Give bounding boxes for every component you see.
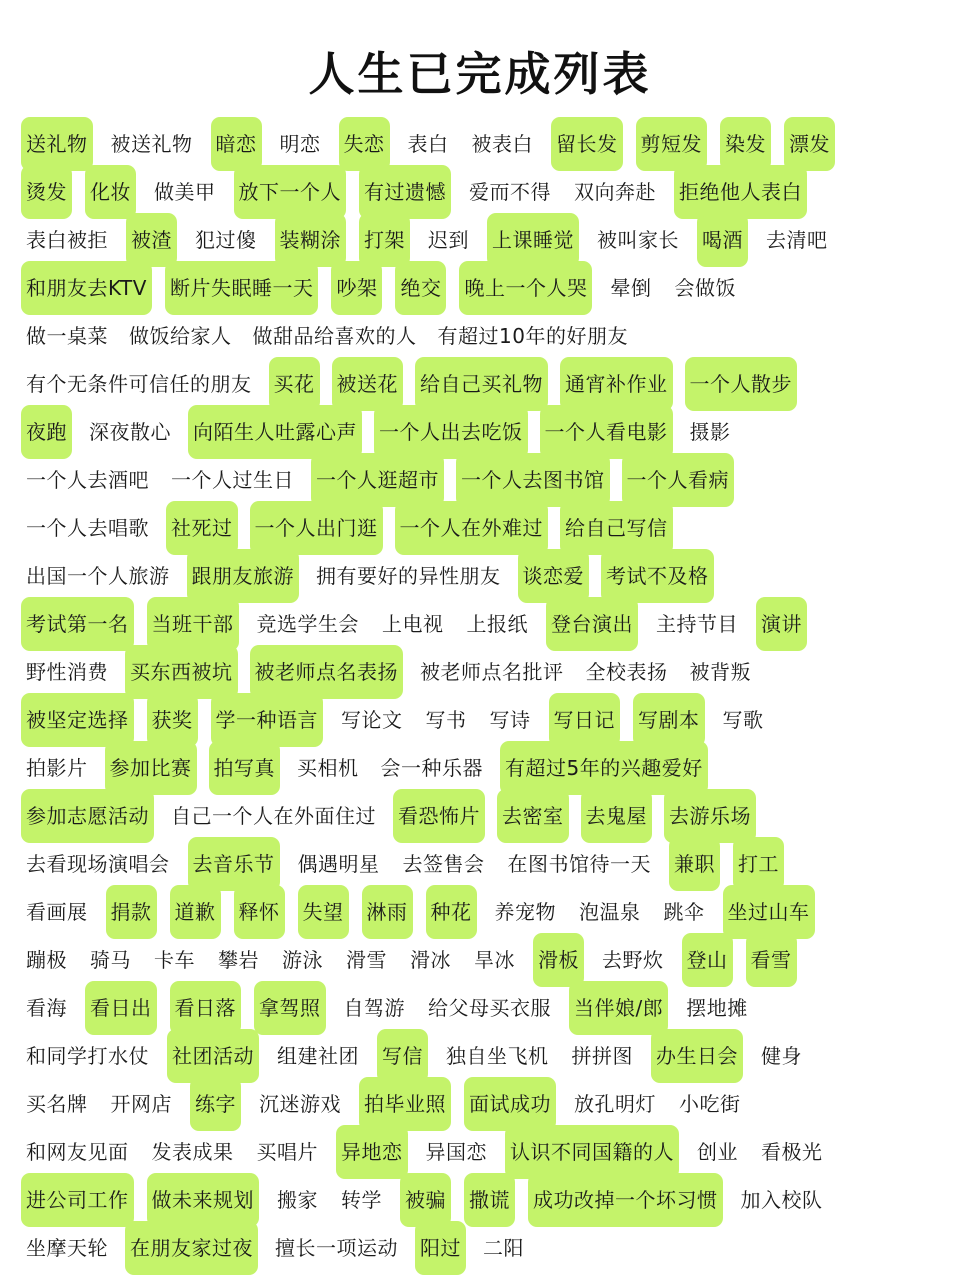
completed-item: 一个人看电影 (543, 408, 670, 456)
list-item: 双向奔赴 (574, 180, 656, 204)
checklist-row (0, 120, 960, 168)
list-item: 开网店 (110, 1092, 172, 1116)
list-item: 滑冰 (410, 948, 451, 972)
list-item: 被背叛 (689, 660, 751, 684)
completed-item: 认识不同国籍的人 (508, 1128, 676, 1176)
checklist-row (0, 408, 960, 456)
list-item: 沉迷游戏 (259, 1092, 341, 1116)
list-item: 表白 (407, 132, 449, 156)
completed-item: 撒谎 (467, 1176, 512, 1224)
list-item: 野性消费 (26, 660, 108, 684)
checklist-row (0, 744, 960, 792)
completed-item: 看雪 (749, 936, 794, 984)
completed-item: 一个人出去吃饭 (377, 408, 525, 456)
completed-item: 一个人出门逛 (253, 504, 380, 552)
completed-item: 被老师点名表扬 (253, 648, 401, 696)
completed-item: 失恋 (342, 120, 387, 168)
list-item: 一个人过生日 (171, 468, 294, 492)
checklist-row (0, 1176, 960, 1224)
list-item: 一个人去唱歌 (26, 516, 149, 540)
checklist-row (0, 696, 960, 744)
completed-item: 烫发 (24, 168, 69, 216)
completed-item: 装糊涂 (278, 216, 344, 264)
list-item: 写歌 (722, 708, 764, 732)
list-item: 做一桌菜 (26, 324, 108, 348)
checklist-row (0, 1128, 960, 1176)
list-item: 跳伞 (663, 900, 705, 924)
completed-item: 拒绝他人表白 (677, 168, 804, 216)
completed-item: 和朋友去KTV (24, 264, 149, 312)
checklist-row (0, 984, 960, 1032)
list-item: 自驾游 (343, 996, 405, 1020)
completed-item: 社团活动 (170, 1032, 256, 1080)
checklist-row (0, 168, 960, 216)
list-item: 拥有要好的异性朋友 (316, 564, 501, 588)
completed-item: 打架 (362, 216, 407, 264)
list-item: 看海 (26, 996, 67, 1020)
completed-item: 给自己写信 (563, 504, 670, 552)
list-item: 犯过傻 (195, 228, 257, 252)
completed-item: 漂发 (787, 120, 832, 168)
list-item: 明恋 (279, 132, 321, 156)
list-item: 泡温泉 (579, 900, 641, 924)
list-item: 会做饭 (674, 276, 736, 300)
completed-item: 去密室 (500, 792, 566, 840)
completed-item: 拍毕业照 (362, 1080, 448, 1128)
list-item: 独自坐飞机 (446, 1044, 549, 1068)
completed-item: 练字 (193, 1080, 238, 1128)
completed-item: 看恐怖片 (396, 792, 482, 840)
completed-item: 兼职 (672, 840, 717, 888)
completed-item: 捐款 (109, 888, 154, 936)
completed-item: 留长发 (554, 120, 620, 168)
completed-item: 上课睡觉 (490, 216, 576, 264)
list-item: 买相机 (297, 756, 359, 780)
list-item: 被表白 (471, 132, 533, 156)
completed-item: 考试不及格 (604, 552, 711, 600)
list-item: 养宠物 (494, 900, 556, 924)
list-item: 晕倒 (610, 276, 652, 300)
list-item: 去清吧 (766, 228, 828, 252)
list-item: 和网友见面 (26, 1140, 129, 1164)
list-item: 滑雪 (346, 948, 387, 972)
completed-item: 一个人散步 (688, 360, 795, 408)
list-item: 创业 (697, 1140, 738, 1164)
list-item: 异国恋 (425, 1140, 487, 1164)
list-item: 有超过10年的好朋友 (437, 324, 628, 348)
list-item: 迟到 (428, 228, 469, 252)
completed-item: 登台演出 (549, 600, 635, 648)
list-item: 有个无条件可信任的朋友 (26, 372, 252, 396)
list-item: 买名牌 (26, 1092, 88, 1116)
completed-item: 写信 (380, 1032, 425, 1080)
list-item: 做饭给家人 (129, 324, 232, 348)
completed-item: 跟朋友旅游 (190, 552, 297, 600)
completed-item: 看日出 (88, 984, 154, 1032)
completed-item: 买东西被坑 (128, 648, 235, 696)
completed-item: 当班干部 (150, 600, 236, 648)
list-item: 写书 (425, 708, 467, 732)
page-title: 人生已完成列表 (308, 47, 652, 101)
completed-item: 向陌生人吐露心声 (191, 408, 359, 456)
completed-item: 成功改掉一个坏习惯 (531, 1176, 720, 1224)
list-item: 被送礼物 (110, 132, 193, 156)
checklist-row (0, 552, 960, 600)
list-item: 上报纸 (466, 612, 528, 636)
completed-item: 一个人看病 (625, 456, 732, 504)
list-item: 自己一个人在外面住过 (171, 804, 376, 828)
list-item: 蹦极 (26, 948, 67, 972)
list-item: 去看现场演唱会 (26, 852, 170, 876)
checklist-row (0, 312, 960, 360)
list-item: 旱冰 (474, 948, 515, 972)
checklist (0, 120, 960, 1272)
list-item: 竞选学生会 (256, 612, 359, 636)
completed-item: 办生日会 (654, 1032, 740, 1080)
completed-item: 被骗 (403, 1176, 448, 1224)
completed-item: 道歉 (173, 888, 218, 936)
completed-item: 考试第一名 (24, 600, 131, 648)
list-item: 全校表扬 (585, 660, 668, 684)
completed-item: 参加志愿活动 (24, 792, 151, 840)
list-item: 摄影 (689, 420, 731, 444)
completed-item: 去游乐场 (667, 792, 753, 840)
list-item: 出国一个人旅游 (26, 564, 170, 588)
list-item: 写诗 (489, 708, 531, 732)
checklist-row (0, 840, 960, 888)
completed-item: 获奖 (150, 696, 195, 744)
completed-item: 被坚定选择 (24, 696, 131, 744)
list-item: 被老师点名批评 (420, 660, 564, 684)
list-item: 写论文 (341, 708, 403, 732)
completed-item: 面试成功 (467, 1080, 553, 1128)
completed-item: 异地恋 (339, 1128, 405, 1176)
list-item: 会一种乐器 (380, 756, 483, 780)
list-item: 发表成果 (151, 1140, 234, 1164)
completed-item: 吵架 (334, 264, 379, 312)
completed-item: 喝酒 (700, 216, 745, 264)
list-item: 去野炊 (602, 948, 664, 972)
list-item: 表白被拒 (26, 228, 108, 252)
list-item: 骑马 (90, 948, 131, 972)
list-item: 擅长一项运动 (275, 1236, 398, 1260)
completed-item: 暗恋 (214, 120, 259, 168)
completed-item: 去鬼屋 (584, 792, 650, 840)
list-item: 搬家 (277, 1188, 318, 1212)
checklist-row (0, 1080, 960, 1128)
checklist-row (0, 264, 960, 312)
list-item: 去签售会 (402, 852, 485, 876)
list-item: 组建社团 (277, 1044, 359, 1068)
list-item: 健身 (761, 1044, 802, 1068)
completed-item: 演讲 (759, 600, 804, 648)
completed-item: 被渣 (129, 216, 174, 264)
completed-item: 拍写真 (212, 744, 278, 792)
list-item: 买唱片 (256, 1140, 318, 1164)
list-item: 游泳 (282, 948, 323, 972)
completed-item: 拿驾照 (257, 984, 323, 1032)
checklist-row (0, 456, 960, 504)
completed-item: 滑板 (536, 936, 581, 984)
list-item: 小吃街 (679, 1092, 741, 1116)
completed-item: 一个人在外难过 (398, 504, 546, 552)
checklist-row (0, 1224, 960, 1272)
list-item: 看极光 (761, 1140, 823, 1164)
list-item: 坐摩天轮 (26, 1236, 108, 1260)
completed-item: 通宵补作业 (563, 360, 670, 408)
list-item: 被叫家长 (597, 228, 679, 252)
completed-item: 化妆 (88, 168, 133, 216)
list-item: 卡车 (154, 948, 195, 972)
list-item: 转学 (341, 1188, 382, 1212)
list-item: 放孔明灯 (574, 1092, 656, 1116)
completed-item: 学一种语言 (214, 696, 321, 744)
list-item: 和同学打水仗 (26, 1044, 149, 1068)
list-item: 一个人去酒吧 (26, 468, 149, 492)
checklist-row (0, 792, 960, 840)
list-item: 加入校队 (740, 1188, 823, 1212)
completed-item: 剪短发 (639, 120, 705, 168)
completed-item: 谈恋爱 (521, 552, 587, 600)
list-item: 给父母买衣服 (428, 996, 551, 1020)
completed-item: 放下一个人 (237, 168, 344, 216)
completed-item: 有超过5年的兴趣爱好 (503, 744, 705, 792)
checklist-row (0, 1032, 960, 1080)
completed-item: 断片失眠睡一天 (168, 264, 316, 312)
completed-item: 染发 (723, 120, 768, 168)
completed-item: 被送花 (335, 360, 401, 408)
checklist-row (0, 360, 960, 408)
list-item: 做美甲 (154, 180, 216, 204)
completed-item: 坐过山车 (726, 888, 812, 936)
completed-item: 买花 (272, 360, 317, 408)
checklist-row (0, 600, 960, 648)
list-item: 拼拼图 (571, 1044, 633, 1068)
completed-item: 一个人去图书馆 (459, 456, 607, 504)
checklist-row (0, 888, 960, 936)
completed-item: 看日落 (173, 984, 239, 1032)
completed-item: 释怀 (237, 888, 282, 936)
completed-item: 种花 (429, 888, 474, 936)
list-item: 深夜散心 (89, 420, 171, 444)
completed-item: 一个人逛超市 (314, 456, 441, 504)
completed-item: 阳过 (418, 1224, 463, 1272)
completed-item: 给自己买礼物 (418, 360, 545, 408)
completed-item: 社死过 (169, 504, 235, 552)
list-item: 二阳 (483, 1236, 524, 1260)
completed-item: 失望 (301, 888, 346, 936)
completed-item: 晚上一个人哭 (462, 264, 589, 312)
list-item: 上电视 (382, 612, 444, 636)
completed-item: 在朋友家过夜 (128, 1224, 255, 1272)
completed-item: 当伴娘/郎 (572, 984, 665, 1032)
completed-item: 进公司工作 (24, 1176, 131, 1224)
completed-item: 登山 (685, 936, 730, 984)
list-item: 在图书馆待一天 (507, 852, 651, 876)
list-item: 拍影片 (26, 756, 88, 780)
list-item: 摆地摊 (686, 996, 748, 1020)
checklist-row (0, 504, 960, 552)
completed-item: 有过遗憾 (362, 168, 448, 216)
list-item: 看画展 (26, 900, 88, 924)
completed-item: 淋雨 (365, 888, 410, 936)
completed-item: 去音乐节 (191, 840, 277, 888)
checklist-row (0, 648, 960, 696)
completed-item: 夜跑 (24, 408, 69, 456)
completed-item: 打工 (736, 840, 781, 888)
checklist-row (0, 216, 960, 264)
completed-item: 写剧本 (636, 696, 702, 744)
list-item: 攀岩 (218, 948, 259, 972)
list-item: 偶遇明星 (297, 852, 380, 876)
list-item: 做甜品给喜欢的人 (252, 324, 417, 348)
list-item: 爱而不得 (469, 180, 551, 204)
checklist-row (0, 936, 960, 984)
list-item: 主持节目 (656, 612, 738, 636)
completed-item: 做未来规划 (150, 1176, 257, 1224)
completed-item: 参加比赛 (108, 744, 194, 792)
completed-item: 送礼物 (24, 120, 90, 168)
completed-item: 绝交 (398, 264, 443, 312)
completed-item: 写日记 (552, 696, 618, 744)
